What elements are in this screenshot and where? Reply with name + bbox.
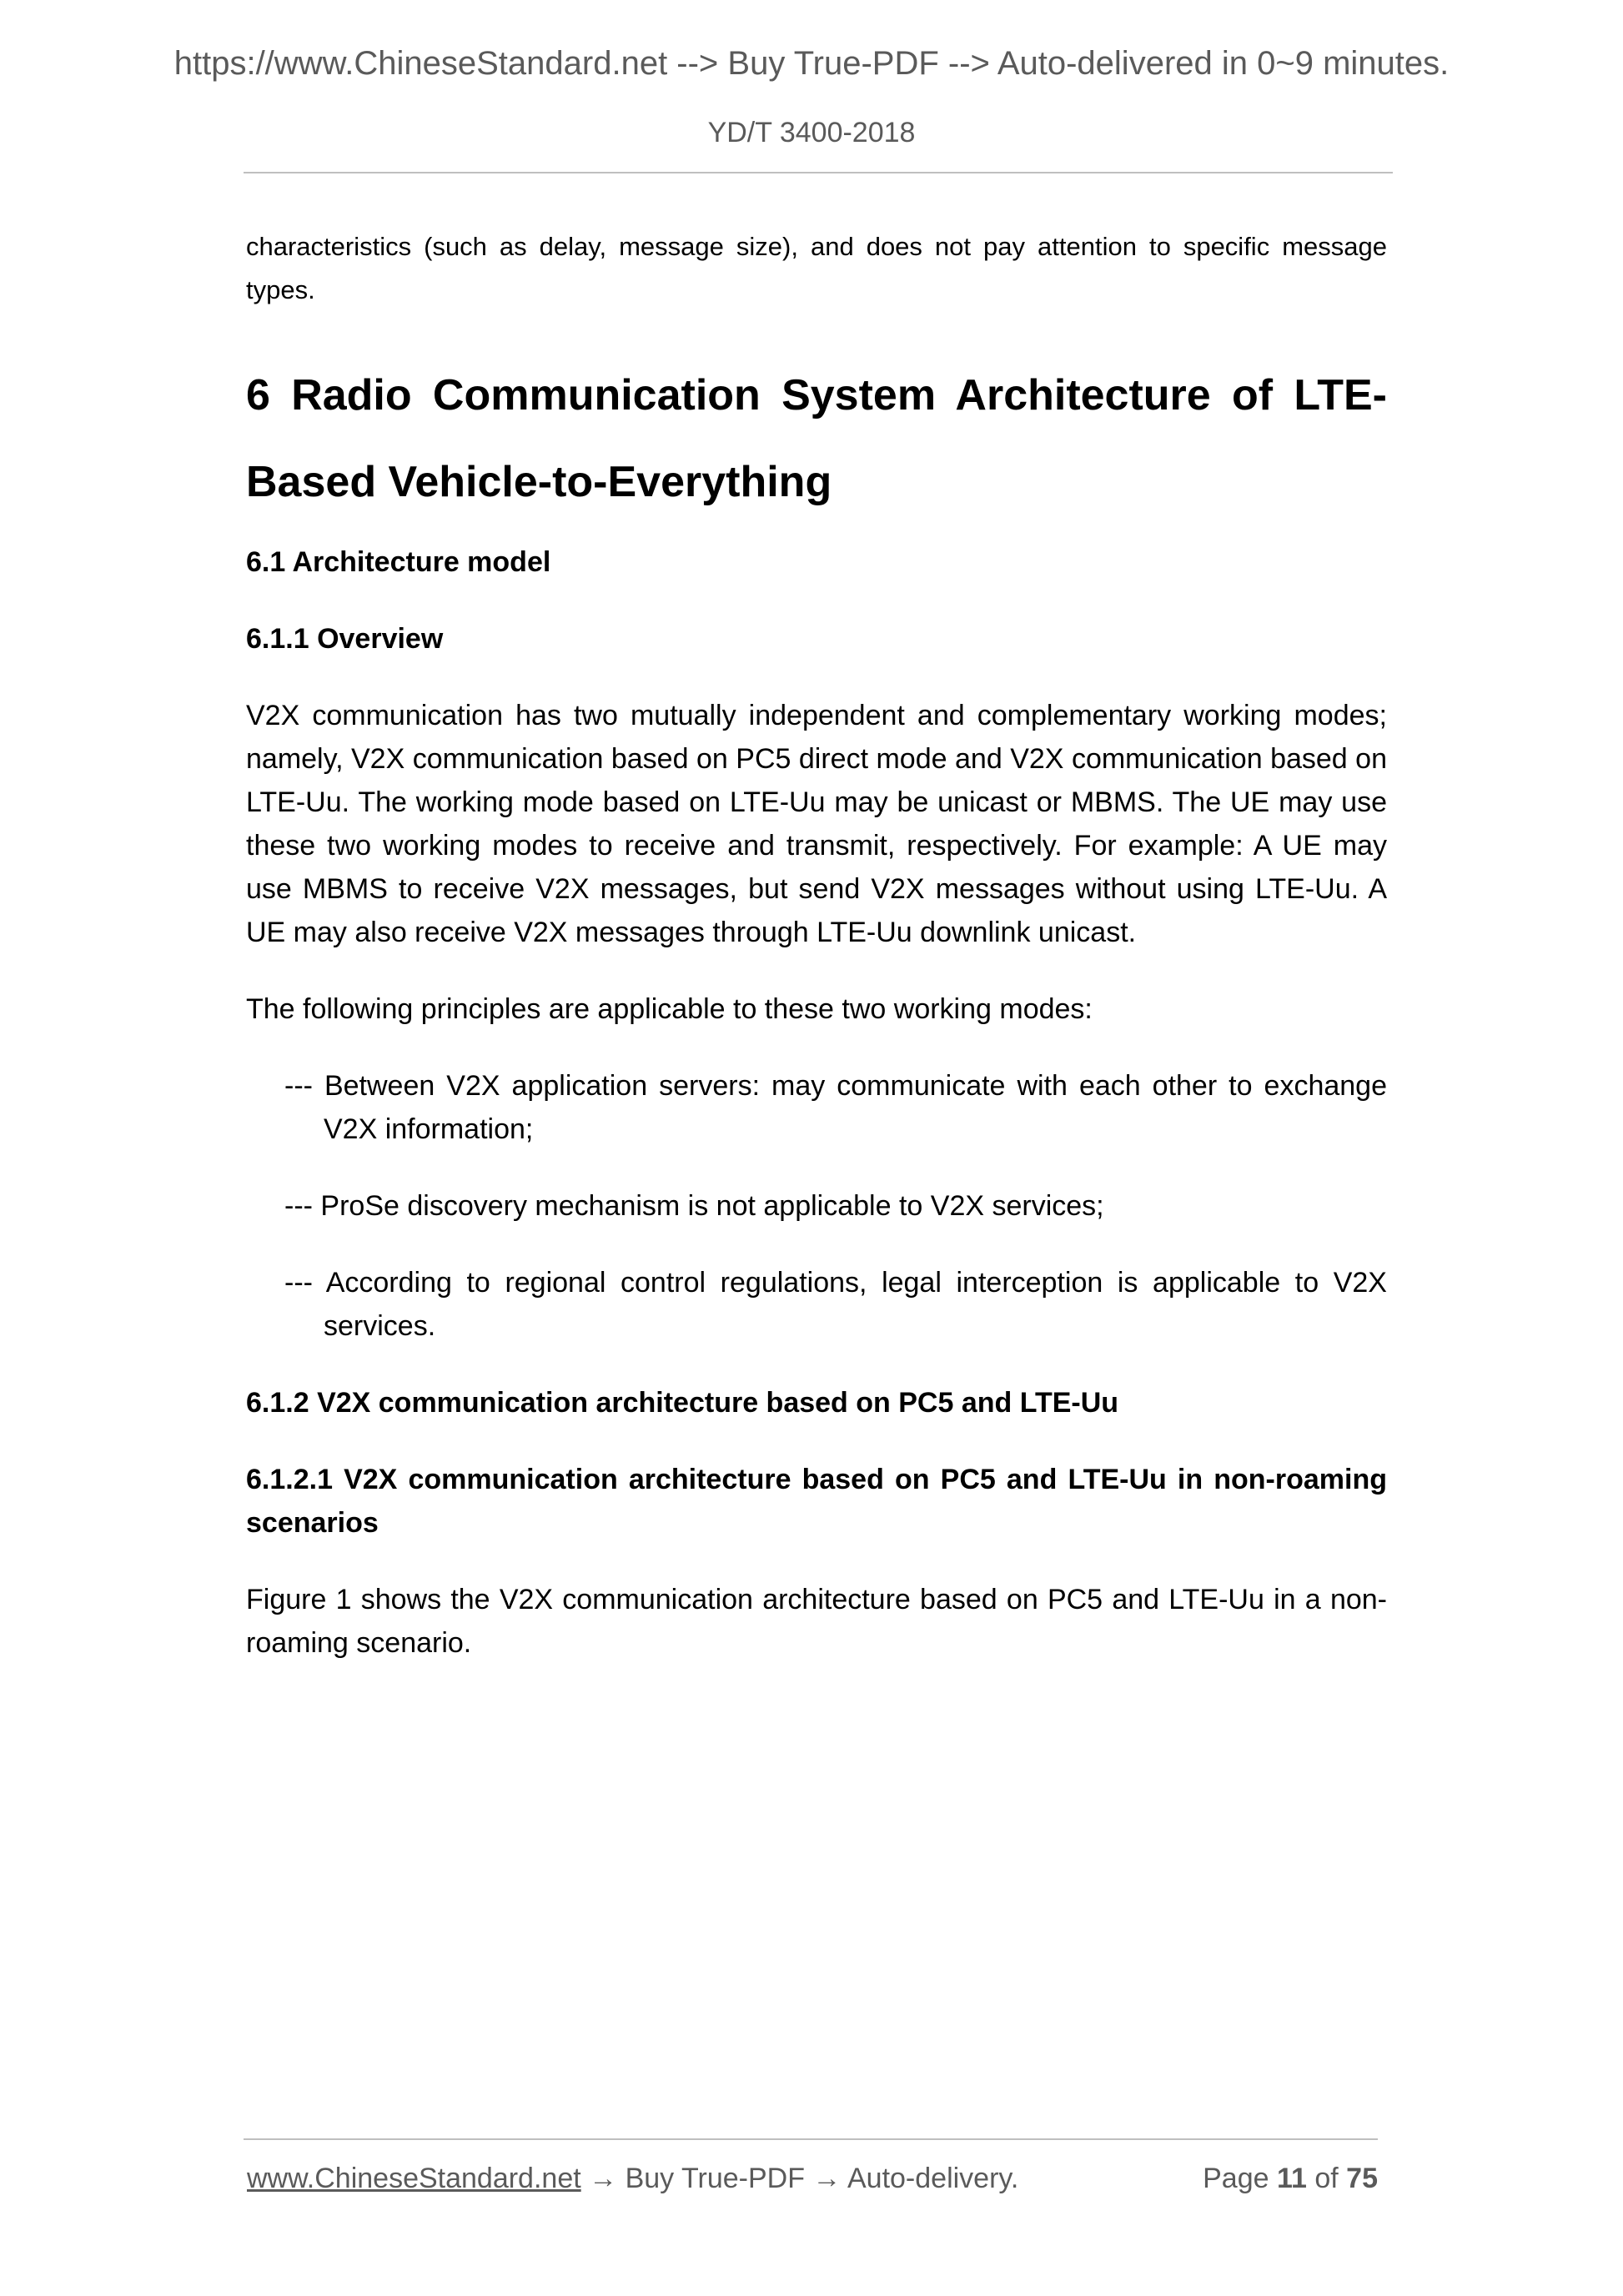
header-divider (244, 172, 1393, 173)
page-total: 75 (1346, 2163, 1378, 2194)
of-word: of (1306, 2163, 1347, 2194)
list-item: --- Between V2X application servers: may communicate with each other to exchange V2X information; (284, 1070, 1387, 1145)
footer-tagline: → Buy True-PDF → Auto-delivery. (580, 2163, 1019, 2194)
top-banner: https://www.ChineseStandard.net --> Buy True-PDF --> Auto-delivered in 0~9 minutes. (173, 45, 1450, 82)
list-item: --- According to regional control regulations, legal interception is applicable to V2X services. (284, 1267, 1387, 1342)
heading-6-1-2-1: 6.1.2.1 V2X communication architecture based on PC5 and LTE-Uu in non-roaming scenarios (246, 1464, 1387, 1539)
page-number: 11 (1276, 2163, 1307, 2194)
principles-intro: The following principles are applicable to these two working modes: (246, 993, 1093, 1025)
page-word: Page (1203, 2163, 1277, 2194)
overview-paragraph: V2X communication has two mutually independent and complementary working modes; namely, V2X communication based on PC5 direct mode and V2X communication based on LTE-Uu. The working mode based on LTE-Uu may be unicast or MBMS. The UE may use these two working modes to receive and transmit, respectively. For example: A UE may use MBMS to receive V2X messages, but send V2X messages without using LTE-Uu. A UE may also receive V2X messages through LTE-Uu downlink unicast. (246, 700, 1387, 948)
page-indicator (1203, 2160, 1378, 2197)
figure-reference-paragraph: Figure 1 shows the V2X communication architecture based on PC5 and LTE-Uu in a non-roaming scenario. (246, 1584, 1387, 1659)
continuation-paragraph: characteristics (such as delay, message size), and does not pay attention to specific message types. (246, 232, 1387, 304)
section-title: 6 Radio Communication System Architecture of LTE-Based Vehicle-to-Everything (246, 371, 1387, 506)
page-content (246, 225, 1387, 1698)
footer-divider (244, 2138, 1378, 2140)
site-link[interactable]: www.ChineseStandard.net (247, 2163, 581, 2194)
heading-6-1: 6.1 Architecture model (246, 546, 551, 578)
list-item: --- ProSe discovery mechanism is not applicable to V2X services; (284, 1190, 1104, 1222)
principles-list (246, 1064, 1387, 1348)
heading-6-1-2: 6.1.2 V2X communication architecture based on PC5 and LTE-Uu (246, 1387, 1119, 1419)
document-code: YD/T 3400-2018 (707, 117, 916, 148)
heading-6-1-1: 6.1.1 Overview (246, 623, 444, 655)
